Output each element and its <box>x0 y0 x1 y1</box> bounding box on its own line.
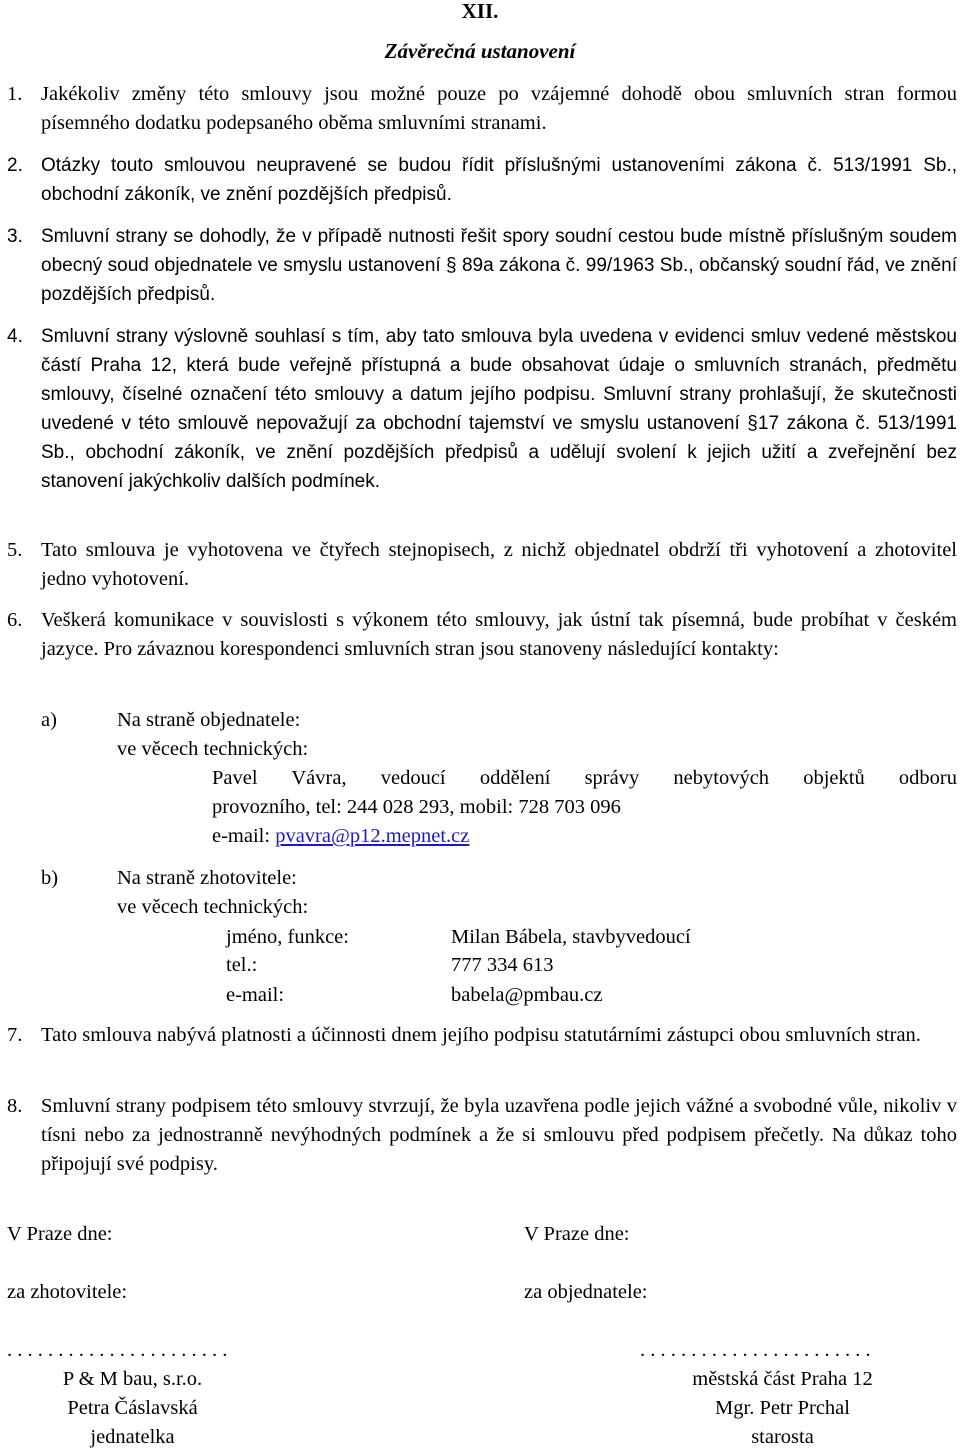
item-text: Smluvní strany podpisem této smlouvy stvrzují, že byla uzavřena podle jejich vážné a svobodné vůle, nikoliv v tísni nebo za jednostranně nevýhodných podmínek a že si smlouvu před podpisem přečetly. Na důkaz toho připojují své podpisy. <box>41 1095 957 1175</box>
item-number: 7. <box>7 1024 23 1046</box>
item-number: 1. <box>7 83 23 105</box>
signature-line-left: . . . . . . . . . . . . . . . . . . . . . . <box>7 1339 228 1361</box>
email-link[interactable]: pvavra@p12.mepnet.cz <box>275 825 470 847</box>
signatory-name: Petra Čáslavská <box>67 1397 198 1419</box>
section-number: XII. <box>461 0 499 23</box>
email-label: e-mail: <box>226 984 285 1006</box>
contact-person: Pavel Vávra, vedoucí oddělení správy nebytových objektů odboru <box>212 767 957 789</box>
email-label: e-mail: <box>212 825 276 847</box>
item-number: 4. <box>7 326 23 347</box>
signatory-left <box>0 1365 265 1452</box>
contact-email-line <box>212 822 957 851</box>
item-text: Tato smlouva je vyhotovena ve čtyřech stejnopisech, z nichž objednatel obdrží tři vyhotovení a zhotovitel jedno vyhotovení. <box>41 539 957 590</box>
item-text: Otázky touto smlouvou neupravené se budou řídit příslušnými ustanoveními zákona č. 513/1991 Sb., obchodní zákoník, ve znění pozdějších předpisů. <box>41 155 957 205</box>
list-item <box>7 1092 957 1179</box>
contact-subtitle: ve věcech technických: <box>117 896 309 918</box>
place-date-left: V Praze dne: <box>7 1223 113 1245</box>
tel-value: 777 334 613 <box>451 954 554 976</box>
signatory-right <box>640 1365 925 1452</box>
party-label-left: za zhotovitele: <box>7 1281 128 1303</box>
company-name: P & M bau, s.r.o. <box>62 1368 203 1390</box>
name-label: jméno, funkce: <box>226 926 349 948</box>
signatory-role: jednatelka <box>90 1426 175 1448</box>
item-number: 8. <box>7 1095 23 1117</box>
contact-title: Na straně zhotovitele: <box>117 867 297 889</box>
item-text: Veškerá komunikace v souvislosti s výkonem této smlouvy, jak ústní tak písemná, bude probíhat v českém jazyce. Pro závaznou korespondenci smluvních stran jsou stanoveny následující kontakty: <box>41 609 957 660</box>
item-number: 5. <box>7 539 23 561</box>
contact-phones: provozního, tel: 244 028 293, mobil: 728 703 096 <box>212 796 621 818</box>
email-value: babela@pmbau.cz <box>451 984 603 1006</box>
tel-label: tel.: <box>226 954 258 976</box>
list-item <box>7 151 957 209</box>
list-item <box>7 222 957 309</box>
list-item <box>7 80 957 138</box>
list-item <box>7 322 957 496</box>
item-text: Tato smlouva nabývá platnosti a účinnosti dnem jejího podpisu statutárními zástupci obou smluvních stran. <box>41 1024 921 1046</box>
item-text: Smluvní strany výslovně souhlasí s tím, aby tato smlouva byla uvedena v evidenci smluv vedené městskou částí Praha 12, která bude veřejně přístupná a bude obsahovat údaje o smluvních stranách, předmětu smlouvy, číselné označení této smlouvy a datum jejího podpisu. Smluvní strany prohlašují, že skutečnosti uvedené v této smlouvě nepovažují za obchodní tajemství ve smyslu ustanovení §17 zákona č. 513/1991 Sb., obchodní zákoník, ve znění pozdějších předpisů a udělují svolení k jejich užití a zveřejnění bez stanovení jakýchkoliv dalších podmínek. <box>41 326 957 492</box>
list-item <box>7 1021 957 1050</box>
list-item <box>7 536 957 594</box>
contact-letter: b) <box>41 867 59 889</box>
item-number: 3. <box>7 226 23 247</box>
contact-letter: a) <box>41 709 57 731</box>
party-label-right: za objednatele: <box>524 1281 648 1303</box>
signatory-role: starosta <box>751 1426 814 1448</box>
item-text: Smluvní strany se dohodly, že v případě nutnosti řešit spory soudní cestou bude místně příslušným soudem obecný soud objednatele ve smyslu ustanovení § 89a zákona č. 99/1963 Sb., občanský soudní řád, ve znění pozdějších předpisů. <box>41 226 957 305</box>
section-title: Závěrečná ustanovení <box>384 39 576 63</box>
signature-line-right: . . . . . . . . . . . . . . . . . . . . . . . <box>640 1339 871 1361</box>
list-item <box>7 606 957 664</box>
contact-subtitle: ve věcech technických: <box>117 738 309 760</box>
place-date-right: V Praze dne: <box>524 1223 630 1245</box>
company-name: městská část Praha 12 <box>692 1368 873 1390</box>
item-text: Jakékoliv změny této smlouvy jsou možné pouze po vzájemné dohodě obou smluvních stran formou písemného dodatku podepsaného oběma smluvními stranami. <box>41 83 957 134</box>
contact-title: Na straně objednatele: <box>117 709 301 731</box>
signatory-name: Mgr. Petr Prchal <box>715 1397 850 1419</box>
item-number: 2. <box>7 155 23 176</box>
item-number: 6. <box>7 609 23 631</box>
name-value: Milan Bábela, stavbyvedoucí <box>451 926 691 948</box>
